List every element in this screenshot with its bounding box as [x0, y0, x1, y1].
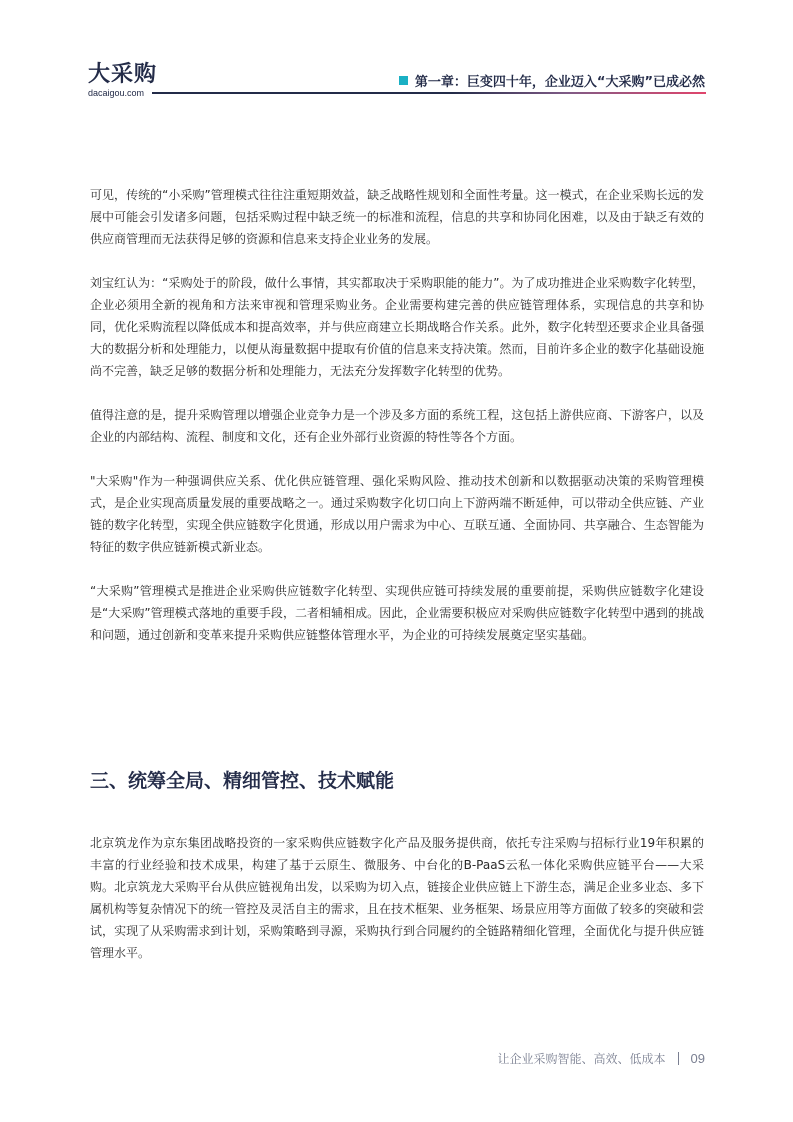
section-heading: 三、统筹全局、精细管控、技术赋能 [90, 770, 395, 792]
page-number: 09 [690, 1051, 705, 1066]
logo-subtext: dacaigou.com [88, 88, 145, 98]
header-divider [152, 92, 452, 94]
body-text [90, 184, 704, 646]
section-body [90, 832, 704, 964]
chapter-title: 第一章：巨变四十年，企业迈入“大采购”已成必然 [414, 75, 705, 90]
paragraph-3: 值得注意的是，提升采购管理以增强企业竞争力是一个涉及多方面的系统工程，这包括上游供应商、下游客户，以及企业的内部结构、流程、制度和文化，还有企业外部行业资源的特性等各个方面。 [90, 408, 704, 444]
footer-slogan: 让企业采购智能、高效、低成本 [497, 1052, 666, 1066]
header-divider-gradient [452, 92, 706, 94]
chapter-heading [399, 71, 705, 90]
paragraph-1: 可见，传统的“小采购”管理模式往往注重短期效益，缺乏战略性规划和全面性考量。这一模式，在企业采购长远的发展中可能会引发诸多问题，包括采购过程中缺乏统一的标准和流程，信息的共享和协同化困难，以及由于缺乏有效的供应商管理而无法获得足够的资源和信息来支持企业业务的发展。 [90, 188, 704, 246]
paragraph-2: 刘宝红认为：“采购处于的阶段，做什么事情，其实都取决于采购职能的能力”。为了成功推进企业采购数字化转型，企业必须用全新的视角和方法来审视和管理采购业务。企业需要构建完善的供应链管理体系，实现信息的共享和协同，优化采购流程以降低成本和提高效率，并与供应商建立长期战略合作关系。此外，数字化转型还要求企业具备强大的数据分析和处理能力，以便从海量数据中提取有价值的信息来支持决策。然而，目前许多企业的数字化基础设施尚不完善，缺乏足够的数据分析和处理能力，无法充分发挥数字化转型的优势。 [90, 276, 704, 378]
page-footer [498, 1050, 705, 1067]
paragraph-4: "大采购"作为一种强调供应关系、优化供应链管理、强化采购风险、推动技术创新和以数据驱动决策的采购管理模式，是企业实现高质量发展的重要战略之一。通过采购数字化切口向上下游两端不断延伸，可以带动全供应链、产业链的数字化转型，实现全供应链数字化贯通，形成以用户需求为中心、互联互通、全面协同、共享融合、生态智能为特征的数字供应链新模式新业态。 [90, 474, 704, 554]
square-bullet-icon [399, 76, 408, 85]
logo-text: 大采购 [88, 62, 158, 87]
paragraph-5: “大采购”管理模式是推进企业采购供应链数字化转型、实现供应链可持续发展的重要前提，采购供应链数字化建设是“大采购”管理模式落地的重要手段，二者相辅相成。因此，企业需要积极应对采购供应链数字化转型中遇到的挑战和问题，通过创新和变革来提升采购供应链整体管理水平，为企业的可持续发展奠定坚实基础。 [90, 584, 704, 642]
brand-logo [88, 63, 157, 98]
page-header [0, 0, 793, 100]
section-paragraph-1: 北京筑龙作为京东集团战略投资的一家采购供应链数字化产品及服务提供商，依托专注采购与招标行业19年积累的丰富的行业经验和技术成果，构建了基于云原生、微服务、中台化的B-PaaS云私一体化采购供应链平台——大采购。北京筑龙大采购平台从供应链视角出发，以采购为切入点，链接企业供应链上下游生态，满足企业多业态、多下属机构等复杂情况下的统一管控及灵活自主的需求，且在技术框架、业务框架、场景应用等方面做了较多的突破和尝试，实现了从采购需求到计划，采购策略到寻源，采购执行到合同履约的全链路精细化管理，全面优化与提升供应链管理水平。 [90, 836, 704, 960]
footer-divider [678, 1052, 679, 1065]
